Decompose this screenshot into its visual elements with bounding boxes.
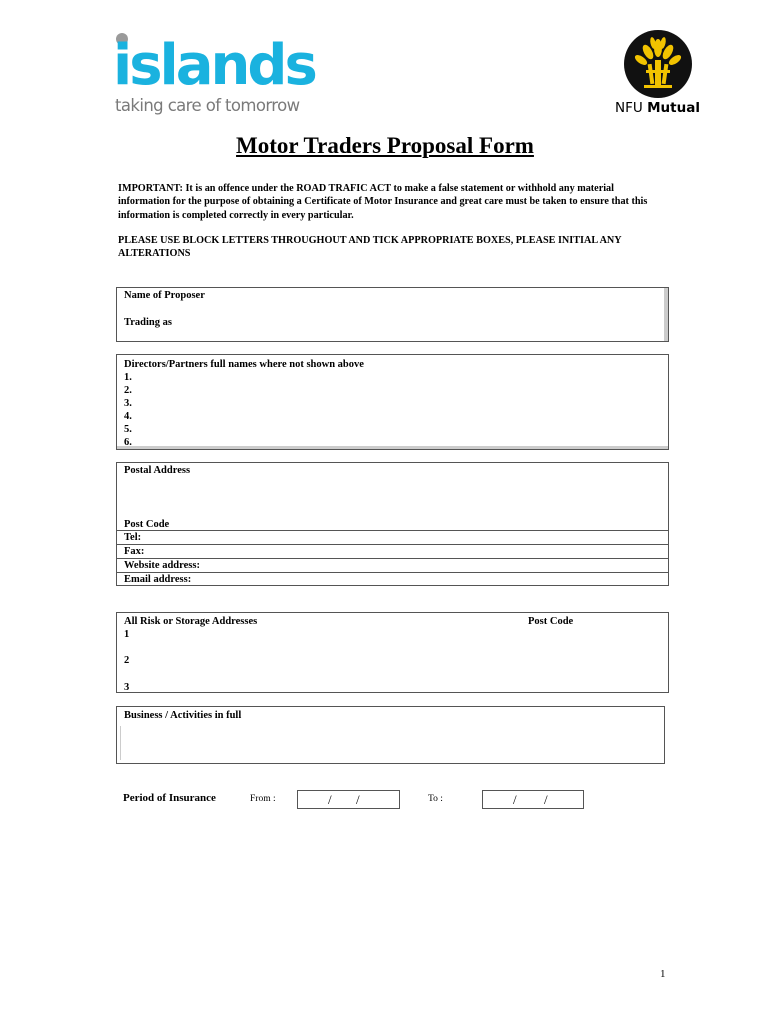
box-shade	[664, 288, 668, 341]
date-separator: /	[544, 792, 548, 807]
directors-heading: Directors/Partners full names where not shown above	[124, 359, 364, 370]
postal-address-label: Postal Address	[124, 465, 191, 476]
to-label: To :	[428, 794, 443, 804]
risk-addresses-heading: All Risk or Storage Addresses	[124, 616, 258, 627]
row-divider	[117, 572, 668, 573]
box-shade	[120, 726, 121, 760]
page-title: Motor Traders Proposal Form	[236, 133, 534, 158]
director-row: 1.	[124, 372, 132, 383]
director-row: 5.	[124, 424, 132, 435]
islands-wordmark: islands	[113, 33, 315, 98]
business-activities-label: Business / Activities in full	[124, 710, 242, 721]
risk-post-code-label: Post Code	[528, 616, 574, 627]
website-label: Website address:	[124, 560, 200, 571]
date-separator: /	[513, 792, 517, 807]
box-shade	[117, 446, 668, 449]
important-notice: IMPORTANT: It is an offence under the ROAD TRAFIC ACT to make a false statement or withhold any material information for the purpose of obtaining a Certificate of Motor Insurance and great care must be taken to ensure that this information is completed correctly in every particular.	[118, 183, 648, 221]
director-row: 2.	[124, 385, 132, 396]
director-row: 6.	[124, 437, 132, 448]
from-date-field[interactable]	[297, 790, 400, 809]
islands-logo	[113, 32, 313, 118]
email-label: Email address:	[124, 574, 192, 585]
block-letters-notice: PLEASE USE BLOCK LETTERS THROUGHOUT AND TICK APPROPRIATE BOXES, PLEASE INITIAL ANY ALTERATIONS	[118, 235, 622, 260]
risk-address-row: 3	[124, 682, 130, 693]
nfu-mutual-wordmark	[610, 100, 705, 116]
page-number: 1	[660, 968, 666, 980]
wheat-sheaf-icon	[624, 30, 692, 98]
post-code-label: Post Code	[124, 519, 170, 530]
islands-tagline: taking care of tomorrow	[115, 96, 300, 115]
name-of-proposer-label: Name of Proposer	[124, 290, 205, 301]
row-divider	[117, 544, 668, 545]
tel-label: Tel:	[124, 532, 142, 543]
nfu-prefix: NFU	[615, 100, 648, 116]
business-section	[116, 706, 665, 764]
risk-address-row: 1	[124, 629, 130, 640]
director-row: 4.	[124, 411, 132, 422]
risk-address-row: 2	[124, 655, 130, 666]
date-separator: /	[328, 792, 332, 807]
proposer-section	[116, 287, 669, 342]
risk-addresses-section	[116, 612, 669, 693]
fax-label: Fax:	[124, 546, 145, 557]
trading-as-label: Trading as	[124, 317, 172, 328]
nfu-suffix: Mutual	[647, 100, 700, 116]
row-divider	[117, 530, 668, 531]
period-of-insurance-label: Period of Insurance	[123, 792, 216, 804]
directors-section	[116, 354, 669, 450]
director-row: 3.	[124, 398, 132, 409]
to-date-field[interactable]	[482, 790, 584, 809]
date-separator: /	[356, 792, 360, 807]
from-label: From :	[250, 794, 276, 804]
address-section	[116, 462, 669, 586]
nfu-mutual-logo	[610, 30, 705, 120]
